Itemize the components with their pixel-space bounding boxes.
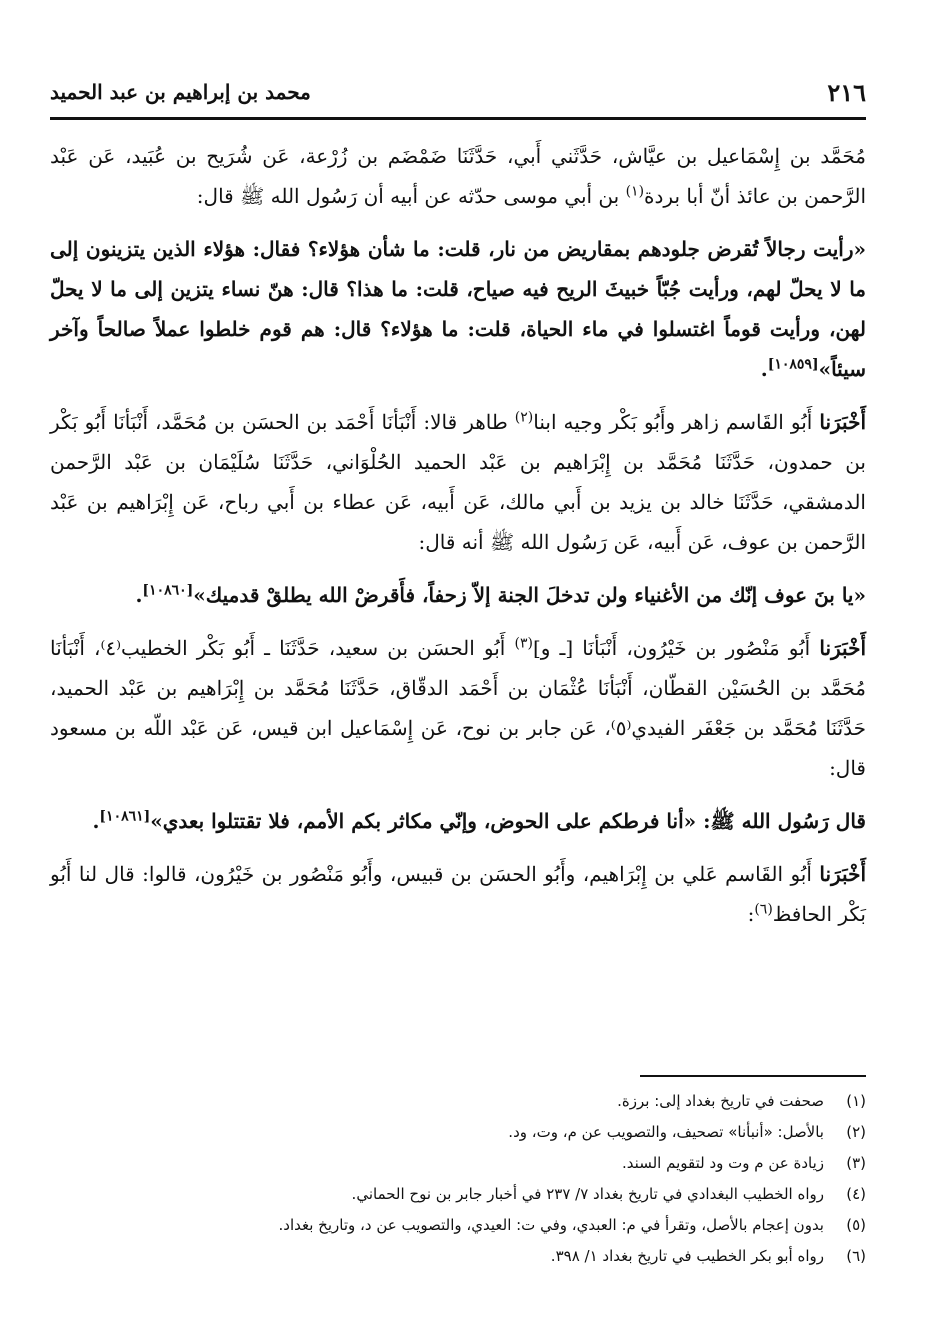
hadith-number: [١٠٨٦٠]: [142, 582, 194, 599]
paragraph-tail: أَبُو الحسَن بن سعيد، حَدَّثَنَا ـ أَبُو بَكْر الخطيب⁽٤⁾، أَنْبَأنَا مُحَمَّد بن الحُسَيْن القطّان، أَنْبَأنَا عُثْمَان بن أَحْمَد الدقّاق، حَدَّثَنَا مُحَمَّد بن إِبْرَاهيم بن عَبْد الحميد، حَدَّثَنَا مُحَمَّد بن جَعْفَر الفيدي⁽٥⁾، عَن جابر بن نوح، عَن إِسْمَاعيل ابن قيس، عَن عَبْد اللّه بن مسعود قال:: [50, 636, 867, 780]
footnote-number: (٢): [846, 1123, 866, 1141]
footnote-text: بالأصل: «أنبأنا» تصحيف، والتصويب عن م، وت، ود.: [508, 1123, 824, 1141]
paragraph-text: أَبُو مَنْصُور بن خَيْرُون، أَنْبَأنَا [ـ و]: [532, 636, 820, 660]
paragraph-tail: .: [135, 583, 143, 607]
paragraph-text: «يا بنَ عوف إنّك من الأغنياء ولن تدخلَ الجنة إلاّ زحفاً، فأَقرضْ الله يطلقْ قدميك»: [193, 583, 866, 607]
akhbarana-lead: أَخْبَرَنا: [819, 636, 866, 660]
footnote: [50, 1148, 866, 1179]
paragraph-tail: .: [760, 357, 768, 381]
paragraph-text: أَبُو القَاسم عَلي بن إِبْرَاهيم، وأَبُو الحسَن بن قبيس، وأَبُو مَنْصُور بن خَيْرُون، قالوا: قال لنا أَبُو بَكْر الحافظ: [50, 862, 866, 926]
footnote-text: رواه أبو بكر الخطيب في تاريخ بغداد ١/ ٣٩٨.: [550, 1247, 824, 1265]
footnote-number: (٦): [846, 1247, 866, 1265]
running-title: محمد بن إبراهيم بن عبد الحميد: [50, 80, 311, 104]
page-number: ٢١٦: [827, 78, 866, 107]
footnote-ref: (٦): [754, 901, 773, 918]
footnote-number: (٣): [846, 1154, 866, 1172]
footnote-text: زيادة عن م وت ود لتقويم السند.: [622, 1154, 824, 1172]
isnad-paragraph: [50, 628, 866, 788]
paragraph-tail: طاهر قالا: أَنْبَأنَا أَحْمَد بن الحسَن بن مُحَمَّد، أَنْبَأنَا أَبُو بَكْر بن حمدون، حَدَّثَنَا مُحَمَّد بن إِبْرَاهيم بن عَبْد الحميد الحُلْوَاني، حَدَّثَنَا سُلَيْمَان بن عَبْد الرَّحمن الدمشقي، حَدَّثَنَا خالد بن يزيد بن أَبي مالك، عَن أَبيه، عَن عطاء بن أَبي رباح، عَن إِبْرَاهيم بن عَبْد الرَّحمن بن عوف، عَن أَبيه، عَن رَسُول الله ﷺ أنه قال:: [50, 410, 866, 554]
paragraph-tail: .: [92, 809, 100, 833]
hadith-text: [50, 229, 866, 389]
footnote: [50, 1179, 866, 1210]
header-rule: [50, 117, 866, 120]
footnote-number: (١): [846, 1092, 866, 1110]
page-header: [50, 72, 866, 112]
footnote-text: بدون إعجام بالأصل، وتقرأ في م: العبدي، وفي ت: العيدي، والتصويب عن د، وتاريخ بغداد.: [278, 1216, 824, 1234]
hadith-number: [١٠٨٦١]: [99, 808, 151, 825]
footnote: [50, 1117, 866, 1148]
paragraph-tail: :: [747, 902, 755, 926]
main-text: [50, 136, 866, 947]
hadith-number: [١٠٨٥٩]: [767, 356, 819, 373]
footnote-rule: [640, 1075, 866, 1077]
footnote: [50, 1086, 866, 1117]
footnote: [50, 1210, 866, 1241]
isnad-paragraph: [50, 854, 866, 934]
footnotes: [50, 1086, 866, 1272]
footnote-text: رواه الخطيب البغدادي في تاريخ بغداد ٧/ ٢٣٧ في أخبار جابر بن نوح الحماني.: [351, 1185, 824, 1203]
footnote-ref: (٣): [514, 635, 533, 652]
paragraph-text: قال رَسُول الله ﷺ: «أنا فرطكم على الحوض، وإنّي مكاثر بكم الأمم، فلا تقتتلوا بعدي»: [150, 809, 866, 833]
paragraph-tail: بن أبي موسى حدّثه عن أبيه أن رَسُول الله ﷺ قال:: [196, 184, 626, 208]
paragraph-text: «رأيت رجالاً تُقرض جلودهم بمقاريض من نار، قلت: ما شأن هؤلاء؟ فقال: هؤلاء الذين يتزينون إلى ما لا يحلّ لهم، ورأيت جُبّاً خبيثَ الريح فيه صياح، قلت: ما هذا؟ قال: هنّ نساء يتزين إلى ما لا يحلّ لهن، ورأيت قوماً اغتسلوا في ماء الحياة، قلت: ما هؤلاء؟ قال: هم قوم خلطوا عملاً صالحاً وآخر سيئاً»: [50, 237, 866, 381]
footnote-ref: (١): [625, 183, 645, 200]
akhbarana-lead: أَخْبَرَنا: [819, 410, 866, 434]
isnad-paragraph: [50, 136, 866, 216]
isnad-paragraph: [50, 402, 866, 562]
footnote: [50, 1241, 866, 1272]
hadith-text: [50, 575, 866, 615]
footnote-number: (٤): [846, 1185, 866, 1203]
footnote-text: صحفت في تاريخ بغداد إلى: برزة.: [617, 1092, 824, 1110]
footnote-number: (٥): [846, 1216, 866, 1234]
paragraph-text: أَبُو القَاسم زاهر وأَبُو بَكْر وجيه ابنا: [533, 410, 820, 434]
paragraph-text: مُحَمَّد بن إِسْمَاعيل بن عيَّاش، حَدَّثَني أَبي، حَدَّثَنَا ضَمْضَم بن زُرْعة، عَن شُرَيح بن عُبَيد، عَن عَبْد الرَّحمن بن عائذ أنّ أبا بردة: [50, 144, 866, 208]
footnote-ref: (٢): [514, 409, 534, 426]
hadith-text: [50, 801, 866, 841]
akhbarana-lead: أَخْبَرَنا: [819, 862, 866, 886]
